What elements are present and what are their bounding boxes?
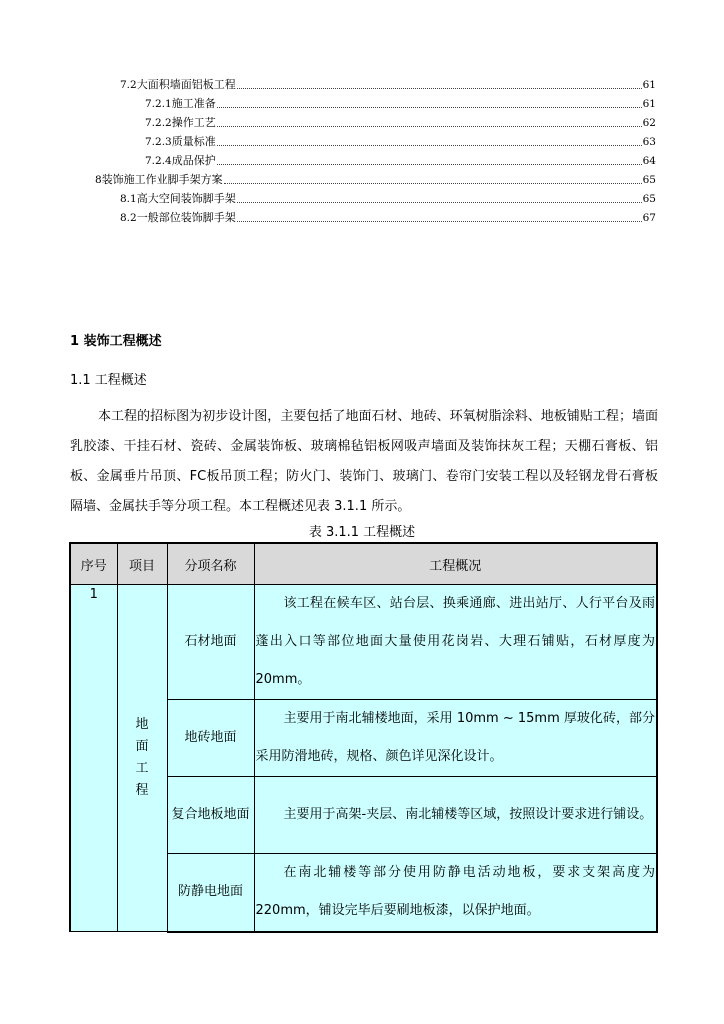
toc-page: 61 <box>642 98 656 110</box>
toc-title: 大面积墙面铝板工程 <box>136 78 236 91</box>
seq-cell: 1 <box>70 585 117 932</box>
header-cell: 项目 <box>117 543 167 585</box>
toc-entry[interactable] <box>120 211 656 225</box>
toc-title: 质量标准 <box>171 135 216 148</box>
toc-entry[interactable] <box>145 135 656 149</box>
toc-page: 67 <box>642 212 656 224</box>
toc-number: 8.1 <box>120 193 137 205</box>
toc-number: 7.2 <box>120 79 137 91</box>
toc-title: 装饰施工作业脚手架方案 <box>101 173 223 186</box>
toc-entry[interactable] <box>120 192 656 206</box>
sub-item-desc <box>254 777 657 854</box>
toc-page: 65 <box>642 193 656 205</box>
toc-title: 操作工艺 <box>171 116 216 129</box>
toc-entry[interactable] <box>145 116 656 130</box>
table-header-row <box>70 543 657 585</box>
sub-item-name: 防静电地面 <box>167 854 254 932</box>
toc-number: 7.2.1 <box>145 98 172 110</box>
project-label: 地 面 工 程 <box>135 717 149 798</box>
toc-leader <box>237 202 642 203</box>
toc-entry[interactable] <box>145 154 656 168</box>
toc-number: 7.2.2 <box>145 117 172 129</box>
header-cell: 工程概况 <box>254 543 657 585</box>
toc-title: 一般部位装饰脚手架 <box>136 211 236 224</box>
sub-item-desc <box>254 854 657 932</box>
toc-page: 61 <box>642 79 656 91</box>
project-cell <box>117 585 167 932</box>
toc-page: 64 <box>642 155 656 167</box>
toc-entry[interactable] <box>120 78 656 92</box>
sub-item-desc <box>254 585 657 700</box>
toc-title: 成品保护 <box>171 154 216 167</box>
toc-page: 65 <box>642 174 656 186</box>
toc-number: 8.2 <box>120 212 137 224</box>
sub-item-name: 石材地面 <box>167 585 254 700</box>
toc-leader <box>217 126 642 127</box>
overview-table <box>69 542 658 933</box>
toc-title: 施工准备 <box>171 97 216 110</box>
toc-leader <box>217 164 642 165</box>
toc-leader <box>224 183 642 184</box>
desc-text: 该工程在候车区、站台层、换乘通廊、进出站厅、人行平台及雨蓬出入口等部位地面大量使用花岗岩、大理石铺贴，石材厚度为 20mm。 <box>255 596 655 687</box>
toc-title: 高大空间装饰脚手架 <box>136 192 236 205</box>
toc-entry[interactable] <box>95 173 656 187</box>
overview-paragraph: 本工程的招标图为初步设计图，主要包括了地面石材、地砖、环氧树脂涂料、地板铺贴工程；墙面乳胶漆、干挂石材、瓷砖、金属装饰板、玻璃棉毡铝板网吸声墙面及装饰抹灰工程；天棚石膏板、铝板、金属垂片吊顶、FC板吊顶工程；防火门、装饰门、玻璃门、卷帘门安装工程以及轻钢龙骨石膏板隔墙、金属扶手等分项工程。本工程概述见表 3.1.1 所示。 <box>70 409 658 514</box>
header-cell: 序号 <box>70 543 117 585</box>
sub-item-name: 复合地板地面 <box>167 777 254 854</box>
desc-text: 主要用于高架-夹层、南北辅楼等区域，按照设计要求进行铺设。 <box>283 807 653 822</box>
toc-leader <box>237 88 642 89</box>
sub-item-desc <box>254 700 657 777</box>
toc-number: 7.2.3 <box>145 136 172 148</box>
toc-entry[interactable] <box>145 97 656 111</box>
sub-item-name: 地砖地面 <box>167 700 254 777</box>
subsection-heading: 1.1 工程概述 <box>70 373 147 388</box>
toc-number: 8 <box>95 174 102 186</box>
toc-page: 62 <box>642 117 656 129</box>
desc-text: 在南北辅楼等部分使用防静电活动地板，要求支架高度为 220mm，铺设完毕后要刷地板漆，以保护地面。 <box>255 865 655 919</box>
table-caption: 表 3.1.1 工程概述 <box>308 525 416 540</box>
table-row <box>70 585 657 700</box>
header-cell: 分项名称 <box>167 543 254 585</box>
toc-page: 63 <box>642 136 656 148</box>
desc-text: 主要用于南北辅楼地面，采用 10mm ~ 15mm 厚玻化砖，部分采用防滑地砖，规格、颜色详见深化设计。 <box>255 711 655 764</box>
toc-leader <box>217 107 642 108</box>
toc-number: 7.2.4 <box>145 155 172 167</box>
toc-leader <box>217 145 642 146</box>
section-heading: 1 装饰工程概述 <box>70 334 162 349</box>
toc-leader <box>237 221 642 222</box>
